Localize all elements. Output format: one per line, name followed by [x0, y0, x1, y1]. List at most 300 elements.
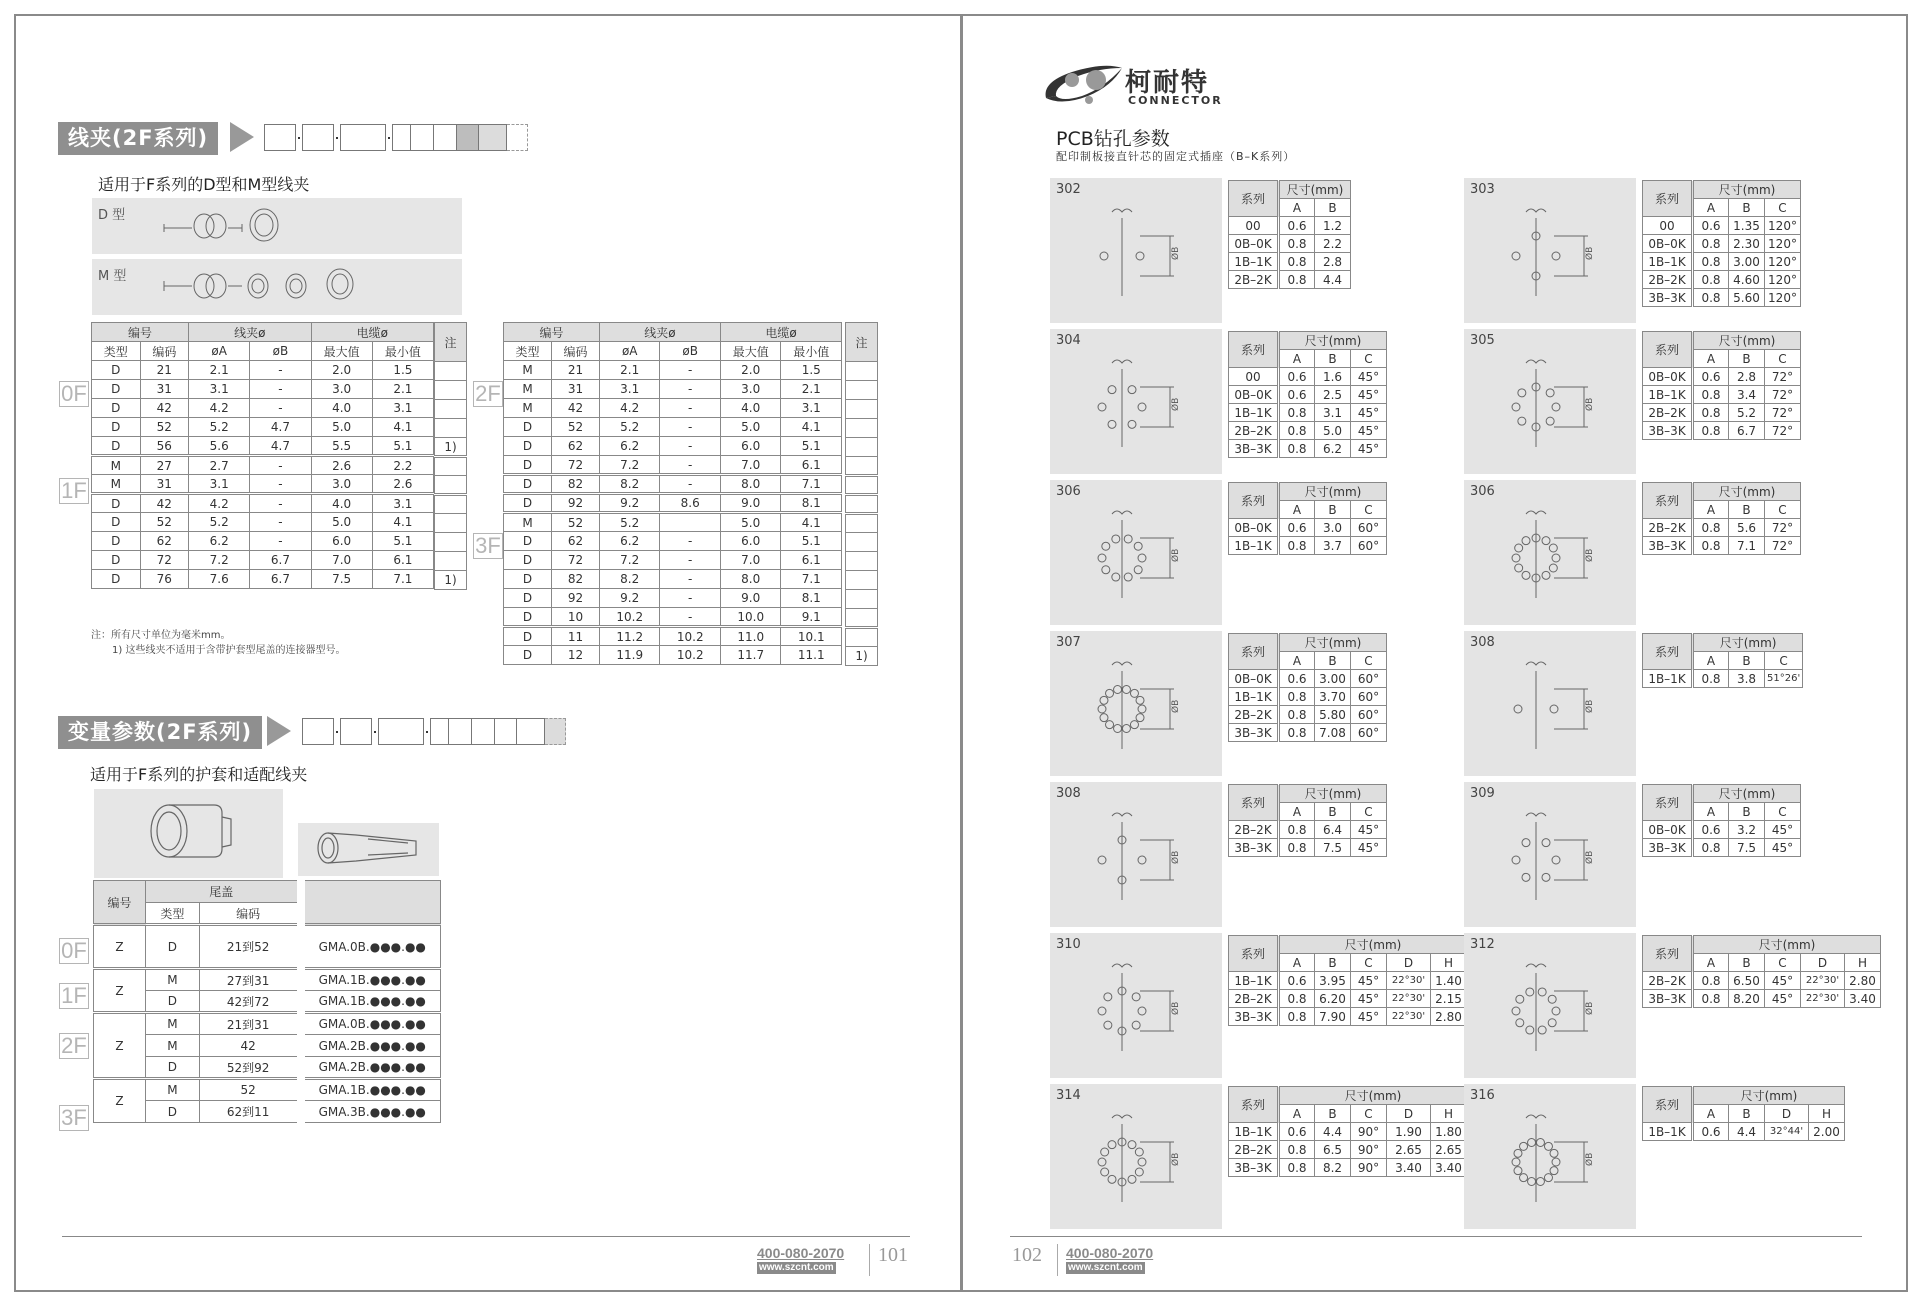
section-title-clamp: 线夹(2F系列)	[58, 122, 218, 155]
cell-a: 2.7	[189, 456, 250, 475]
cell-a: 9.2	[599, 589, 660, 608]
cell-note	[846, 476, 878, 495]
cell-min: 1.5	[781, 361, 842, 380]
cell-max: 2.6	[311, 456, 372, 475]
drilling-diagram	[1464, 480, 1636, 625]
cell-num: 42到72	[199, 991, 300, 1013]
header-col: H	[1431, 954, 1467, 972]
cell-series: 00	[1229, 368, 1279, 386]
cell-note	[846, 514, 878, 533]
cell-value: 2.5	[1315, 386, 1351, 404]
cell-value: 2.65	[1387, 1141, 1431, 1159]
table-row	[1229, 519, 1387, 537]
header-min: 最小值	[781, 342, 842, 361]
drilling-table	[1228, 935, 1467, 1026]
cell-max: 3.0	[311, 475, 372, 494]
cell-value: 0.8	[1279, 271, 1315, 289]
table-row	[92, 399, 434, 418]
footer-divider	[869, 1244, 870, 1276]
cell-code: 42	[140, 399, 189, 418]
table-row	[1643, 253, 1801, 271]
header-clamp: 线夹ø	[189, 323, 311, 342]
cell-value: 3.00	[1315, 670, 1351, 688]
cell-value: 22°30'	[1387, 1008, 1431, 1026]
table-row	[92, 361, 434, 380]
cell-value: 0.8	[1279, 706, 1315, 724]
cell-value: 4.4	[1315, 1123, 1351, 1141]
cell-b: -	[250, 532, 311, 551]
cell-type: D	[504, 437, 552, 456]
clamp-table-right	[503, 322, 842, 665]
table-row	[92, 456, 434, 475]
cell-code: 72	[140, 551, 189, 570]
cell-value: 0.8	[1279, 1141, 1315, 1159]
cell-num: 21到31	[199, 1013, 300, 1035]
cell-max: 8.0	[720, 570, 781, 589]
cell-b: -	[660, 437, 721, 456]
hole-pattern-icon	[1050, 178, 1222, 323]
table-row	[1229, 368, 1387, 386]
header-col: A	[1693, 1105, 1729, 1123]
header-db: øB	[250, 342, 311, 361]
cell-note	[846, 590, 878, 609]
series-tag-3f: 3F	[473, 533, 503, 559]
cell-code: 62	[551, 437, 599, 456]
header-size: 尺寸(mm)	[1279, 936, 1467, 954]
cell-note	[435, 381, 467, 400]
cell-value: 4.4	[1729, 1123, 1765, 1141]
hole-pattern-icon	[1464, 178, 1636, 323]
cell-max: 7.0	[720, 456, 781, 475]
cell-value: 45°	[1351, 839, 1387, 857]
table-row	[94, 969, 441, 991]
table-row	[504, 494, 842, 513]
section-title-variants: 变量参数(2F系列)	[58, 716, 262, 749]
footer-website: www.szcnt.com	[1068, 1262, 1143, 1273]
cell-min: 5.1	[372, 532, 433, 551]
brand-logo	[1042, 62, 1128, 110]
header-col: B	[1729, 350, 1765, 368]
cell-max: 9.0	[720, 494, 781, 513]
series-tag-0f: 0F	[59, 938, 89, 964]
layout-number: 307	[1056, 635, 1081, 650]
cell-code: 52	[551, 418, 599, 437]
cell-max: 4.0	[720, 399, 781, 418]
logo-chinese-name: 柯耐特	[1125, 68, 1210, 98]
cell-b: -	[660, 456, 721, 475]
table-row	[1643, 839, 1801, 857]
drilling-table	[1642, 784, 1801, 857]
cell-min: 5.1	[781, 437, 842, 456]
cell-max: 6.0	[720, 437, 781, 456]
cell-value: 22°30'	[1387, 972, 1431, 990]
cell-code: 82	[551, 475, 599, 494]
cell-value: 45°	[1351, 422, 1387, 440]
cell-value: 60°	[1351, 724, 1387, 742]
cell-value: 0.8	[1279, 990, 1315, 1008]
cell-max: 6.0	[311, 532, 372, 551]
cell-min: 11.1	[781, 646, 842, 665]
header-col: B	[1315, 199, 1351, 217]
header-series: 系列	[1643, 936, 1693, 972]
cell-value: 3.00	[1729, 253, 1765, 271]
header-col: C	[1351, 350, 1387, 368]
cell-value: 120°	[1765, 235, 1801, 253]
cell-type: D	[146, 991, 200, 1013]
cell-a: 10.2	[599, 608, 660, 627]
layout-number: 316	[1470, 1088, 1495, 1103]
cell-value: 0.6	[1279, 217, 1315, 235]
header-series: 系列	[1229, 332, 1279, 368]
variant-table	[93, 880, 441, 1123]
cell-code: Z	[94, 1079, 146, 1123]
cable-cap-image-panel	[94, 789, 283, 878]
table-row	[1643, 422, 1801, 440]
cell-value: 0.8	[1693, 670, 1729, 688]
header-col: C	[1351, 954, 1387, 972]
header-col: C	[1765, 652, 1803, 670]
cell-value: 1.80	[1431, 1123, 1467, 1141]
logo-orbit-icon	[1042, 62, 1128, 106]
cell-series: 0B–0K	[1643, 235, 1693, 253]
cell-max: 3.0	[311, 380, 372, 399]
table-row	[1643, 235, 1801, 253]
cell-value: 45°	[1351, 368, 1387, 386]
cell-type: D	[92, 513, 141, 532]
header-col: A	[1279, 350, 1315, 368]
pcb-title: PCB钻孔参数	[1056, 128, 1170, 150]
cell-note	[846, 457, 878, 476]
cell-code: 42	[551, 399, 599, 418]
cell-code: 62	[140, 532, 189, 551]
header-col: B	[1315, 652, 1351, 670]
table-row	[1643, 289, 1801, 307]
table-row	[1643, 537, 1801, 555]
table-row	[504, 361, 842, 380]
cell-value: 0.6	[1693, 821, 1729, 839]
header-size: 尺寸(mm)	[1693, 483, 1801, 501]
cell-part-number: GMA.3B.●●●.●●	[301, 1101, 441, 1123]
clamp-right-notes-body	[846, 362, 878, 666]
cell-a: 2.1	[189, 361, 250, 380]
cell-series: 2B–2K	[1643, 519, 1693, 537]
cell-a: 4.2	[189, 399, 250, 418]
cell-value: 0.8	[1693, 404, 1729, 422]
m-type-panel	[92, 259, 462, 315]
header-col: B	[1729, 501, 1765, 519]
header-col: C	[1765, 350, 1801, 368]
drilling-diagram	[1464, 329, 1636, 474]
cell-max: 4.0	[311, 494, 372, 513]
cell-value: 6.7	[1729, 422, 1765, 440]
header-size: 尺寸(mm)	[1279, 1087, 1467, 1105]
cell-value: 22°30'	[1387, 990, 1431, 1008]
cell-series: 2B–2K	[1229, 271, 1279, 289]
cell-type: M	[504, 399, 552, 418]
drilling-diagram	[1050, 782, 1222, 927]
cell-max: 5.5	[311, 437, 372, 456]
footer-rule	[62, 1236, 910, 1237]
variants-subtitle: 适用于F系列的护套和适配线夹	[90, 765, 308, 784]
cell-value: 45°	[1351, 972, 1387, 990]
header-note: 注	[435, 323, 467, 362]
page-spine	[960, 14, 963, 1292]
table-row	[1229, 990, 1467, 1008]
cell-a: 5.2	[189, 418, 250, 437]
cell-part-number: GMA.0B.●●●.●●	[301, 1013, 441, 1035]
cell-value: 0.8	[1279, 253, 1315, 271]
header-cap: 尾盖	[146, 881, 301, 903]
table-row	[1643, 368, 1801, 386]
cell-value: 3.2	[1729, 821, 1765, 839]
header-col: A	[1279, 954, 1315, 972]
m-clamp-drawing-icon	[92, 259, 462, 315]
cell-series: 1B–1K	[1229, 537, 1279, 555]
cell-value: 120°	[1765, 289, 1801, 307]
cell-value: 0.8	[1693, 271, 1729, 289]
table-row	[92, 418, 434, 437]
cell-value: 7.5	[1729, 839, 1765, 857]
cell-value: 0.8	[1693, 519, 1729, 537]
cell-type: D	[92, 437, 141, 456]
cell-note	[435, 419, 467, 438]
drilling-diagram	[1050, 178, 1222, 323]
cell-value: 45°	[1351, 821, 1387, 839]
table-row	[94, 1079, 441, 1101]
cell-note	[435, 552, 467, 571]
part-code-boxes	[264, 124, 528, 151]
cell-min: 4.1	[781, 513, 842, 532]
clamp-subtitle: 适用于F系列的D型和M型线夹	[98, 175, 310, 194]
header-num: 编码	[199, 903, 300, 925]
cell-type: M	[146, 1079, 200, 1101]
layout-number: 309	[1470, 786, 1495, 801]
cell-series: 0B–0K	[1229, 670, 1279, 688]
cell-value: 0.8	[1279, 688, 1315, 706]
cell-value: 72°	[1765, 404, 1801, 422]
table-row	[94, 1101, 441, 1123]
cell-value: 60°	[1351, 519, 1387, 537]
cell-note: 1)	[435, 571, 467, 590]
cell-series: 1B–1K	[1229, 688, 1279, 706]
cell-max: 11.7	[720, 646, 781, 665]
table-row	[504, 532, 842, 551]
cell-max: 3.0	[720, 380, 781, 399]
layout-number: 302	[1056, 182, 1081, 197]
header-code: 编号	[92, 323, 189, 342]
cell-type: D	[504, 494, 552, 513]
cell-value: 0.6	[1279, 519, 1315, 537]
hole-pattern-icon	[1050, 480, 1222, 625]
series-tag-1f: 1F	[59, 478, 89, 504]
cell-series: 3B–3K	[1643, 289, 1693, 307]
series-tag-0f: 0F	[59, 381, 89, 407]
cell-value: 45°	[1765, 972, 1801, 990]
cell-series: 0B–0K	[1643, 821, 1693, 839]
table-row	[1643, 217, 1801, 235]
cell-type: D	[504, 418, 552, 437]
cell-b: -	[250, 399, 311, 418]
drilling-table	[1642, 180, 1801, 307]
cell-value: 5.60	[1729, 289, 1765, 307]
cell-max: 5.0	[720, 418, 781, 437]
cell-max: 11.0	[720, 627, 781, 646]
cell-max: 2.0	[720, 361, 781, 380]
cell-series: 2B–2K	[1229, 990, 1279, 1008]
header-size: 尺寸(mm)	[1279, 634, 1387, 652]
table-row	[94, 1035, 441, 1057]
cell-note	[846, 362, 878, 381]
drilling-table	[1642, 482, 1801, 555]
header-series: 系列	[1229, 936, 1279, 972]
cell-max: 8.0	[720, 475, 781, 494]
drilling-diagram	[1464, 933, 1636, 1078]
cell-min: 10.1	[781, 627, 842, 646]
cell-a: 5.2	[599, 418, 660, 437]
header-col: D	[1387, 954, 1431, 972]
table-row	[1229, 1123, 1467, 1141]
cell-a: 5.2	[189, 513, 250, 532]
cell-b: -	[250, 361, 311, 380]
header-col: D	[1387, 1105, 1431, 1123]
cell-code: 21	[140, 361, 189, 380]
cell-value: 45°	[1351, 404, 1387, 422]
cell-value: 0.6	[1279, 1123, 1315, 1141]
cell-code: 10	[551, 608, 599, 627]
cell-series: 1B–1K	[1643, 253, 1693, 271]
cell-code: 56	[140, 437, 189, 456]
header-series: 系列	[1229, 1087, 1279, 1123]
table-row	[1229, 253, 1351, 271]
table-row	[92, 437, 434, 456]
cell-value: 2.80	[1845, 972, 1881, 990]
hole-pattern-icon	[1464, 1084, 1636, 1229]
footer-website: www.szcnt.com	[759, 1262, 834, 1273]
cell-value: 6.5	[1315, 1141, 1351, 1159]
header-col: C	[1765, 954, 1801, 972]
clamp-left-notes-body	[435, 362, 467, 590]
cell-a: 5.6	[189, 437, 250, 456]
header-col: C	[1351, 1105, 1387, 1123]
svg-text:ØB: ØB	[1585, 548, 1595, 562]
header-col: A	[1693, 199, 1729, 217]
cell-value: 0.6	[1693, 217, 1729, 235]
cell-note	[846, 609, 878, 628]
cell-value: 90°	[1351, 1159, 1387, 1177]
header-col: D	[1801, 954, 1845, 972]
layout-number: 314	[1056, 1088, 1081, 1103]
header-series: 系列	[1229, 483, 1279, 519]
series-tag-1f: 1F	[59, 983, 89, 1009]
header-col: H	[1431, 1105, 1467, 1123]
cell-value: 0.8	[1693, 235, 1729, 253]
header-max: 最大值	[311, 342, 372, 361]
table-row	[92, 494, 434, 513]
header-cable: 电缆ø	[311, 323, 433, 342]
cell-value: 0.6	[1279, 670, 1315, 688]
cell-value: 0.8	[1693, 972, 1729, 990]
header-type: 类型	[146, 903, 200, 925]
hole-pattern-icon	[1050, 933, 1222, 1078]
table-row	[504, 608, 842, 627]
cell-type: D	[92, 361, 141, 380]
svg-text:ØB: ØB	[1171, 850, 1181, 864]
drilling-diagram	[1464, 631, 1636, 776]
series-tag-3f: 3F	[59, 1105, 89, 1131]
cell-value: 45°	[1351, 990, 1387, 1008]
cell-value: 0.6	[1279, 368, 1315, 386]
table-row	[1643, 519, 1801, 537]
table-row	[92, 380, 434, 399]
cell-code: 31	[551, 380, 599, 399]
cell-value: 45°	[1765, 990, 1801, 1008]
table-row	[1229, 537, 1387, 555]
cell-value: 6.2	[1315, 440, 1351, 458]
cell-a: 3.1	[599, 380, 660, 399]
drilling-table	[1642, 935, 1881, 1008]
drilling-table	[1642, 1086, 1845, 1141]
cell-value: 1.35	[1729, 217, 1765, 235]
clamp-left-body	[92, 361, 434, 589]
header-col: C	[1765, 199, 1801, 217]
header-code: 编号	[94, 881, 146, 925]
cell-min: 8.1	[781, 494, 842, 513]
drilling-table	[1642, 331, 1801, 440]
cell-series: 1B–1K	[1643, 670, 1693, 688]
cell-note	[846, 533, 878, 552]
header-size: 尺寸(mm)	[1279, 483, 1387, 501]
cell-type: D	[92, 551, 141, 570]
cell-note	[846, 438, 878, 457]
d-clamp-drawing-icon	[92, 198, 462, 254]
cell-min: 3.1	[372, 399, 433, 418]
arrow-icon	[230, 122, 254, 152]
table-row	[1643, 670, 1803, 688]
cell-note	[435, 400, 467, 419]
cell-series: 1B–1K	[1229, 404, 1279, 422]
cell-code: 31	[140, 475, 189, 494]
cell-code: 72	[551, 551, 599, 570]
cell-value: 72°	[1765, 537, 1801, 555]
header-code: 编号	[504, 323, 600, 342]
cell-value: 3.40	[1845, 990, 1881, 1008]
cell-code: 42	[140, 494, 189, 513]
cell-value: 0.8	[1693, 839, 1729, 857]
table-row	[94, 1057, 441, 1079]
header-col: A	[1693, 652, 1729, 670]
header-type: 类型	[504, 342, 552, 361]
hole-pattern-icon	[1464, 631, 1636, 776]
cell-code: 21	[551, 361, 599, 380]
cell-max: 7.0	[311, 551, 372, 570]
cell-type: D	[92, 418, 141, 437]
cell-part-number: GMA.2B.●●●.●●	[301, 1057, 441, 1079]
arrow-icon	[267, 716, 291, 746]
page-number-right: 102	[1012, 1244, 1042, 1266]
cell-value: 32°44'	[1765, 1123, 1809, 1141]
header-col: D	[1765, 1105, 1809, 1123]
drilling-table	[1228, 482, 1387, 555]
cell-value: 3.0	[1315, 519, 1351, 537]
drilling-diagram	[1050, 329, 1222, 474]
drilling-diagram	[1050, 631, 1222, 776]
header-col: B	[1729, 803, 1765, 821]
cell-type: D	[92, 399, 141, 418]
header-col: H	[1809, 1105, 1845, 1123]
cell-value: 0.6	[1693, 368, 1729, 386]
cell-value: 1.2	[1315, 217, 1351, 235]
cell-value: 45°	[1765, 821, 1801, 839]
